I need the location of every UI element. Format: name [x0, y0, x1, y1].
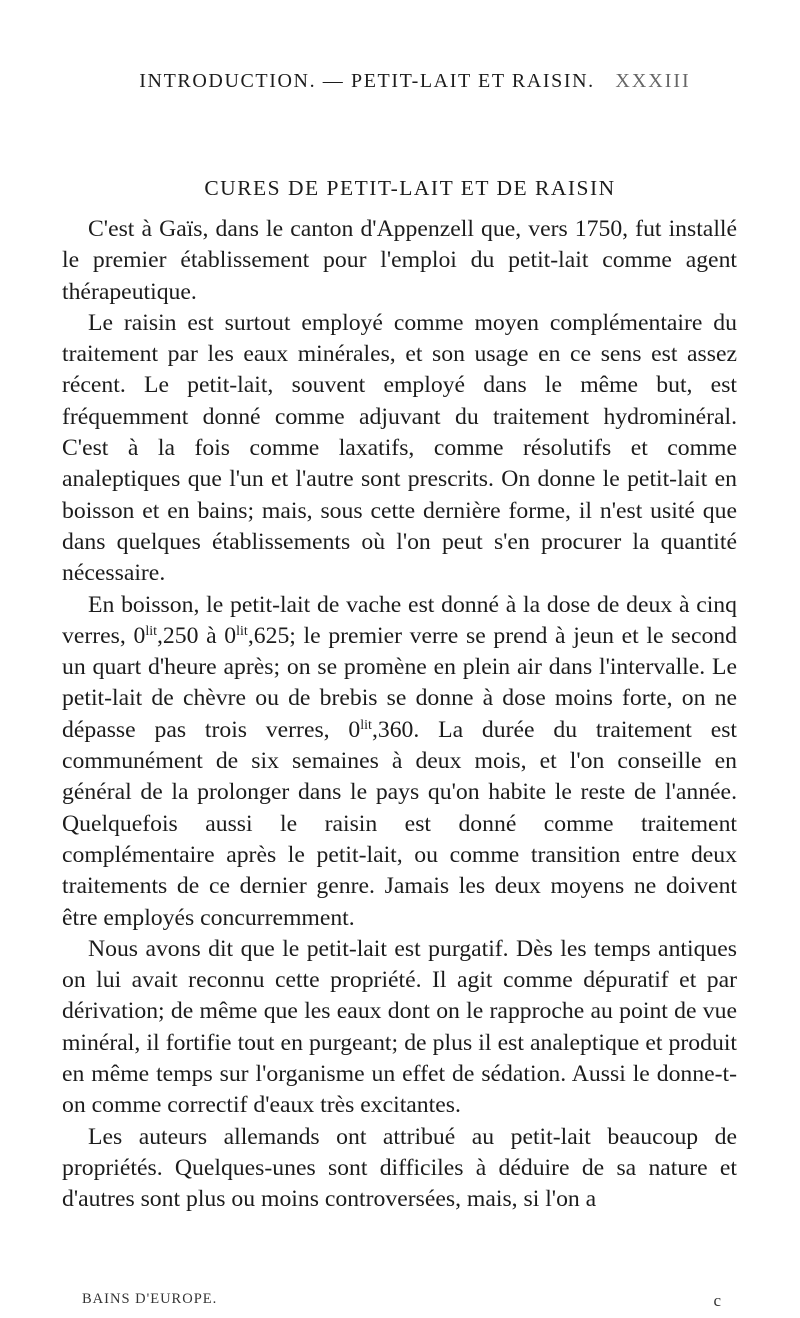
paragraph-3 [62, 590, 737, 934]
running-head [100, 70, 730, 93]
running-head-title: INTRODUCTION. — PETIT-LAIT ET RAISIN. [139, 70, 595, 92]
paragraph-3-text: ,360. La durée du traitement est communément de six semaines à deux mois, et l'on conseille en général de la prolonger dans le pays qu'on habite le reste de l'année. Quelquefois aussi le raisin est donné comme traitement complémentaire après le petit-lait, ou comme transition entre deux traitements de ce dernier genre. Jamais les deux moyens ne doivent être employés concurremment. [62, 716, 738, 931]
section-title: CURES DE PETIT-LAIT ET DE RAISIN [204, 176, 616, 200]
paragraph-3-text: ,625; le premier verre se prend à jeun et le second un quart d'heure après; on se promène en plein air dans l'intervalle. Le petit-lait de chèvre ou de brebis se donne à dose moins forte, on ne dépasse pas trois verres, 0 [62, 622, 737, 743]
unit-superscript: lit [360, 717, 372, 733]
paragraph-2: Le raisin est surtout employé comme moyen complémentaire du traitement par les eaux minérales, et son usage en ce sens est assez récent. Le petit-lait, souvent employé dans le même but, est fréquemment donné comme adjuvant du traitement hydrominéral. C'est à la fois comme laxatifs, comme résolutifs et comme analeptiques que l'un et l'autre sont prescrits. On donne le petit-lait en boisson et en bains; mais, sous cette dernière forme, il n'est usité que dans quelques établissements où l'on peut s'en procurer la quantité nécessaire. [62, 309, 737, 587]
unit-superscript: lit [145, 623, 157, 639]
body-text [62, 214, 737, 1216]
paragraph-3-text: En boisson, le petit-lait de vache est donné à la dose de deux à cinq verres, 0 [62, 591, 737, 649]
page-number: XXXIII [615, 70, 691, 92]
unit-superscript: lit [236, 623, 248, 639]
paragraph-1: C'est à Gaïs, dans le canton d'Appenzell que, vers 1750, fut installé le premier établissement pour l'emploi du petit-lait comme agent thérapeutique. [62, 216, 737, 305]
paragraph-5: Les auteurs allemands ont attribué au petit-lait beaucoup de propriétés. Quelques-unes sont difficiles à déduire de sa nature et d'autres sont plus ou moins controversées, mais, si l'on a [62, 1123, 737, 1213]
paragraph-3-text: ,250 à 0 [156, 622, 237, 649]
footer-book-title: BAINS D'EUROPE. [82, 1291, 218, 1307]
signature-mark: c [713, 1291, 722, 1310]
paragraph-4: Nous avons dit que le petit-lait est purgatif. Dès les temps antiques on lui avait reconnu cette propriété. Il agit comme dépuratif et par dérivation; de même que les eaux dont on le rapproche au point de vue minéral, il fortifie tout en purgeant; de plus il est analeptique et produit en même temps sur l'organisme un effet de sédation. Aussi le donne-t-on comme correctif d'eaux très excitantes. [62, 935, 737, 1119]
page-footer [82, 1291, 722, 1308]
